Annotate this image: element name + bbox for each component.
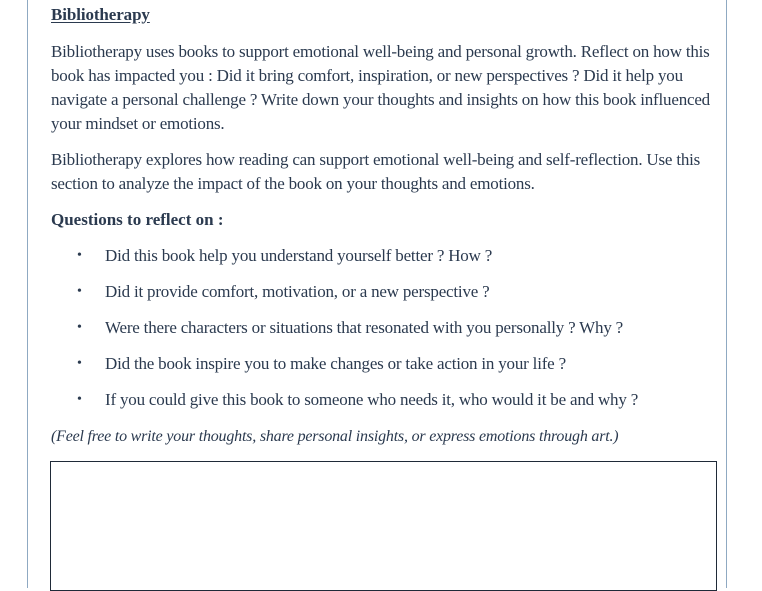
section-title: Bibliotherapy (51, 5, 150, 24)
answer-box[interactable] (50, 461, 717, 591)
instruction-note: (Feel free to write your thoughts, share personal insights, or express emotions through art.) (51, 428, 619, 445)
question-item (51, 244, 721, 268)
questions-heading: Questions to reflect on : (51, 210, 224, 229)
question-item (51, 352, 721, 376)
intro-paragraph: Bibliotherapy uses books to support emotional well-being and personal growth. Reflect on how this book has impacted you : Did it bring comfort, inspiration, or new perspectives ? Did it help you navigate a personal challenge ? Write down your thoughts and insights on how this book influenced your mindset or emotions. (51, 42, 710, 133)
bullet-icon: • (77, 356, 82, 371)
questions-list (51, 244, 721, 412)
description-paragraph: Bibliotherapy explores how reading can support emotional well-being and self-reflection. Use this section to analyze the impact of the book on your thoughts and emotions. (51, 150, 701, 193)
question-text: Did this book help you understand yourself better ? How ? (105, 246, 493, 265)
question-item (51, 388, 721, 412)
bibliotherapy-section (51, 4, 721, 449)
bullet-icon: • (77, 392, 82, 407)
bullet-icon: • (77, 248, 82, 263)
question-item (51, 280, 721, 304)
question-text: Did the book inspire you to make changes or take action in your life ? (105, 354, 566, 373)
bullet-icon: • (77, 320, 82, 335)
bullet-icon: • (77, 284, 82, 299)
question-text: Were there characters or situations that resonated with you personally ? Why ? (105, 318, 624, 337)
question-text: Did it provide comfort, motivation, or a new perspective ? (105, 282, 490, 301)
question-text: If you could give this book to someone who needs it, who would it be and why ? (105, 390, 639, 409)
question-item (51, 316, 721, 340)
